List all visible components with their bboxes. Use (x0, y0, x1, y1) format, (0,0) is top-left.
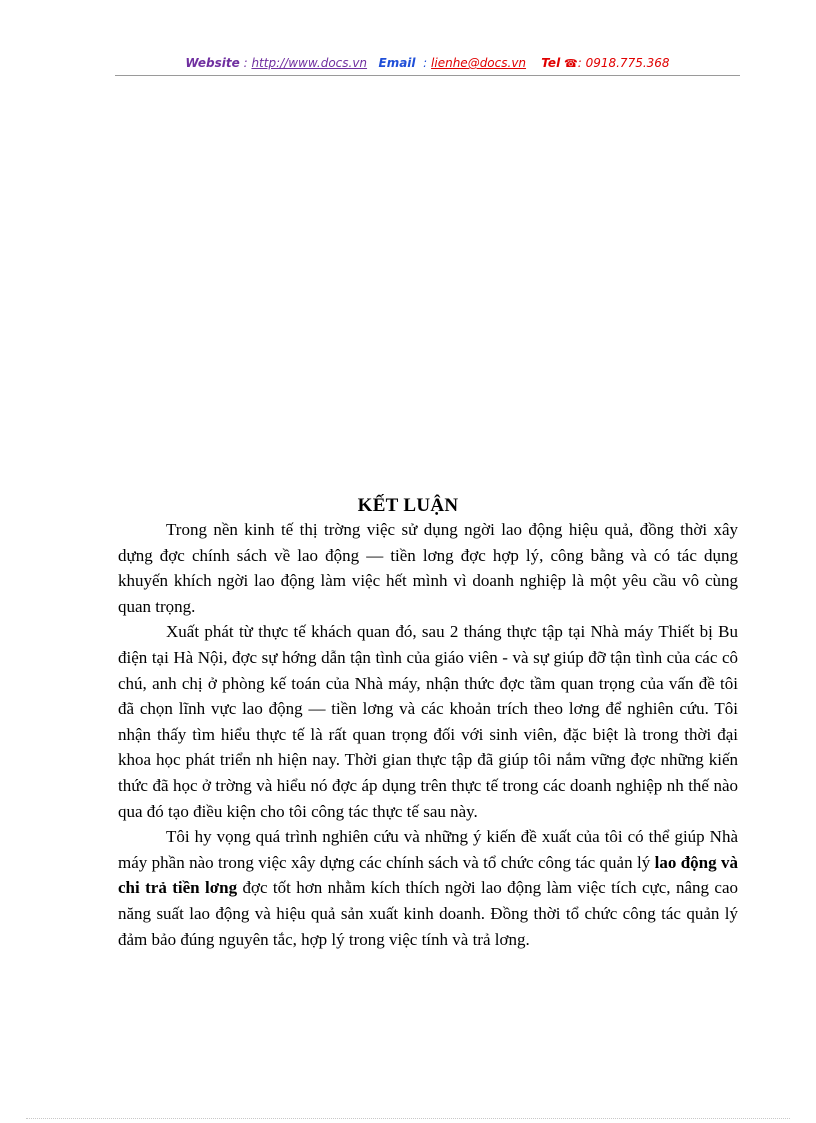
email-link[interactable]: lienhe@docs.vn (431, 56, 527, 70)
paragraph-3-bold-phrase: lao động và chi trả tiền lơng (118, 852, 738, 898)
website-label: Website (185, 56, 240, 70)
paragraph-3-text-start: Tôi hy vọng quá trình nghiên cứu và những ý kiến đề xuất của tôi có thể giúp Nhà máy phần nào trong việc xây dựng các chính sách và tổ chức công tác quản lý (118, 827, 738, 872)
document-title: KẾT LUẬN (357, 495, 459, 516)
paragraph-1: Trong nền kinh tế thị trờng việc sử dụng ngời lao động hiệu quả, đồng thời xây dựng đợc chính sách về lao động — tiền lơng đợc hợp lý, công bằng và có tác dụng khuyến khích ngời lao động làm việc hết mình vì doanh nghiệp là một yêu cầu vô cùng quan trọng. (118, 520, 738, 616)
email-label: Email (378, 56, 416, 70)
website-separator: : (243, 56, 248, 70)
paragraph-2: Xuất phát từ thực tế khách quan đó, sau 2 tháng thực tập tại Nhà máy Thiết bị Bu điện tại Hà Nội, đợc sự hớng dẫn tận tình của giáo viên - và sự giúp đỡ tận tình của các cô chú, anh chị ở phòng kế toán của Nhà máy, nhận thức đợc tầm quan trọng của vấn đề tôi đã chọn lĩnh vực lao động — tiền lơng và các khoản trích theo lơng để nghiên cứu. Tôi nhận thấy tìm hiểu thực tế là rất quan trọng đối với sinh viên, đặc biệt là trong thời đại khoa học phát triển nh hiện nay. Thời gian thực tập đã giúp tôi nắm vững đợc những kiến thức đã học ở trờng và hiểu nó đợc áp dụng trên thực tế trong các doanh nghiệp nh thế nào qua đó tạo điều kiện cho tôi công tác thực tế sau này. (118, 622, 738, 821)
phone-number: : 0918.775.368 (577, 56, 670, 70)
paragraph-3-text-end: đợc tốt hơn nhằm kích thích ngời lao động làm việc tích cực, nâng cao năng suất lao động và hiệu quả sản xuất kinh doanh. Đồng thời tổ chức công tác quản lý đảm bảo đúng nguyên tắc, hợp lý trong việc tính và trả lơng. (118, 878, 738, 949)
document-body (118, 517, 738, 952)
paragraph-3 (118, 824, 738, 952)
tel-label: Tel (541, 56, 561, 70)
footer-divider (26, 1118, 790, 1119)
page-header (115, 56, 740, 76)
phone-icon: ☎ (564, 57, 578, 70)
email-separator: : (423, 56, 428, 70)
website-link[interactable]: http://www.docs.vn (251, 56, 368, 70)
